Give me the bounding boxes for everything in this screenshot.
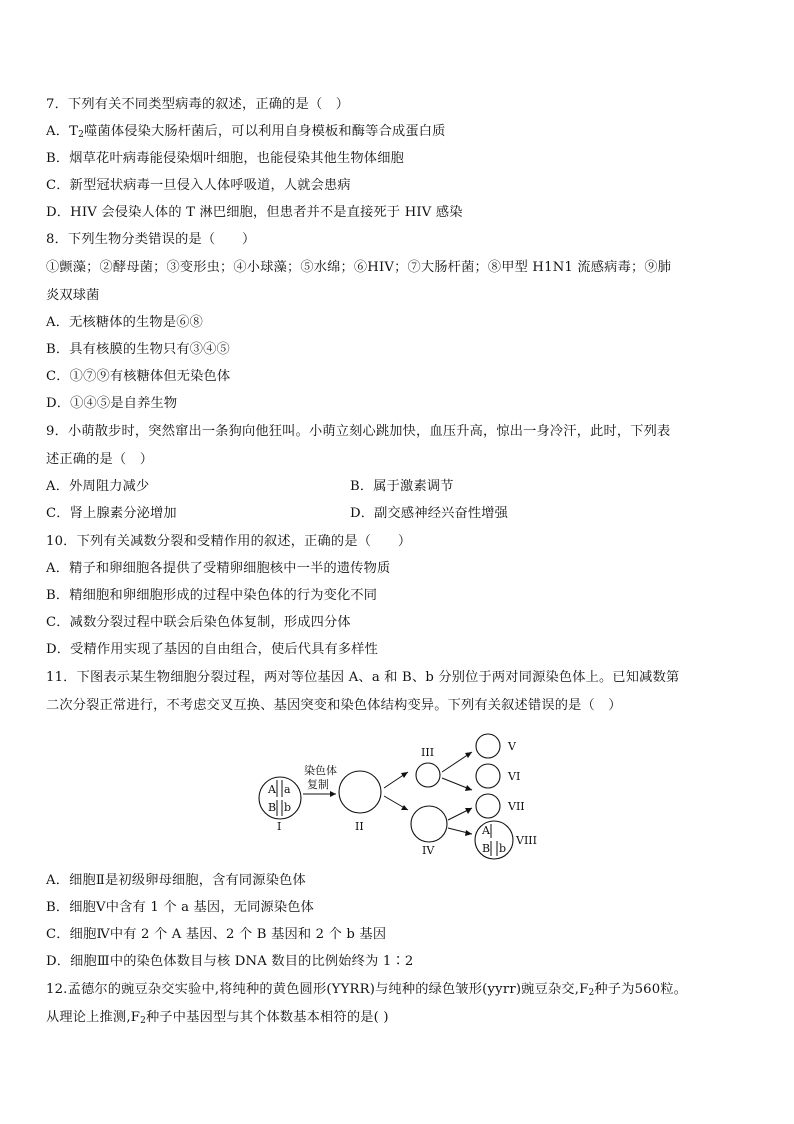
arrowhead-icon	[465, 752, 472, 758]
cell-II	[339, 771, 381, 813]
q8-stem: 8．下列生物分类错误的是（ ）	[46, 232, 256, 247]
q10-option-b: B．精细胞和卵细胞形成的过程中染色体的行为变化不同	[46, 588, 378, 603]
gene-A-label-VIII: A	[482, 824, 490, 837]
q8-option-c: C．①⑦⑨有核糖体但无染色体	[46, 369, 231, 384]
q9-stem-line1: 9．小萌散步时，突然窜出一条狗向他狂叫。小萌立刻心跳加快，血压升高，惊出一身冷汗，此时，下列表	[46, 424, 671, 439]
cell-III	[416, 763, 440, 787]
q11-stem-line2: 二次分裂正常进行，不考虑交叉互换、基因突变和染色体结构变异。下列有关叙述错误的是（ ）	[46, 698, 622, 713]
cell-III-label: III	[421, 746, 435, 759]
cell-I-label: I	[277, 820, 282, 833]
arrowhead-icon	[465, 785, 472, 791]
q7-stem: 7．下列有关不同类型病毒的叙述，正确的是（ ）	[46, 97, 350, 112]
arrowhead-icon	[330, 791, 336, 797]
q8-option-d: D．①④⑤是自养生物	[46, 396, 178, 411]
gene-B-label: B	[268, 801, 277, 814]
q10-option-c: C．减数分裂过程中联会后染色体复制，形成四分体	[46, 615, 351, 630]
q10-option-d: D．受精作用实现了基因的自由组合，使后代具有多样性	[46, 642, 379, 657]
q9-stem-line2: 述正确的是（ ）	[46, 452, 154, 467]
q8-list-line1: ①颤藻；②酵母菌；③变形虫；④小球藻；⑤水绵；⑥HIV；⑦大肠杆菌；⑧甲型 H1N1 流感病毒；⑨肺	[46, 260, 672, 275]
cell-VIII	[475, 821, 513, 859]
q10-option-a: A．精子和卵细胞各提供了受精卵细胞核中一半的遗传物质	[46, 561, 391, 576]
cell-VII-label: VII	[508, 800, 525, 813]
q7-option-a: A．$T_2$噬菌体侵染大肠杆菌后，可以利用自身模板和酶等合成蛋白质	[46, 124, 446, 140]
cell-VIII-label: VIII	[516, 834, 537, 847]
gene-B-label-VIII: B	[482, 842, 491, 855]
gene-A-label: A	[268, 783, 276, 796]
q12-stem-line2: 从理论上推测$,F_2$种子中基因型与其个体数基本相符的是( )	[46, 1010, 389, 1026]
arrowhead-icon	[465, 830, 472, 836]
q9-option-c: C．肾上腺素分泌增加	[46, 506, 177, 521]
q8-option-a: A．无核糖体的生物是⑥⑧	[46, 315, 203, 330]
arrow-label-line1: 染色体	[304, 764, 337, 777]
cell-II-label: II	[355, 820, 364, 833]
cell-VI	[476, 764, 500, 788]
q7-option-c: C．新型冠状病毒一旦侵入人体呼吸道，人就会患病	[46, 178, 351, 193]
q9-option-d: D．副交感神经兴奋性增强	[350, 506, 509, 521]
q11-option-a: A．细胞Ⅱ是初级卵母细胞，含有同源染色体	[46, 873, 306, 888]
arrowhead-icon	[401, 772, 408, 778]
q11-option-d: D．细胞Ⅲ中的染色体数目与核 DNA 数目的比例始终为 1∶2	[46, 954, 414, 969]
q8-option-b: B．具有核膜的生物只有③④⑤	[46, 342, 230, 357]
cell-I	[259, 777, 301, 819]
gene-a-label: a	[284, 783, 291, 796]
q11-option-c: C．细胞Ⅳ中有 2 个 A 基因、2 个 B 基因和 2 个 b 基因	[46, 927, 387, 942]
q10-stem: 10．下列有关减数分裂和受精作用的叙述，正确的是（ ）	[46, 534, 412, 549]
cell-IV	[411, 806, 447, 842]
q11-option-b: B．细胞Ⅴ中含有 1 个 a 基因，无同源染色体	[46, 900, 315, 915]
cell-V	[476, 734, 500, 758]
cell-VII	[476, 794, 500, 818]
q9-option-a: A．外周阻力减少	[46, 479, 150, 494]
q12-stem-line1: 12.孟德尔的豌豆杂交实验中,将纯种的黄色圆形(YYRR)与纯种的绿色皱形(yyrr)豌豆杂交$,F_2$种子为560粒。	[46, 982, 688, 998]
q11-stem-line1: 11．下图表示某生物细胞分裂过程，两对等位基因 A、a 和 B、b 分别位于两对同源染色体上。已知减数第	[46, 670, 680, 685]
cell-IV-label: IV	[422, 844, 435, 857]
q8-list-line2: 炎双球菌	[46, 288, 100, 303]
cell-VI-label: VI	[508, 770, 521, 783]
cell-division-diagram	[250, 730, 560, 860]
arrowhead-icon	[401, 805, 408, 810]
q9-option-b: B．属于激素调节	[350, 479, 454, 494]
arrow-label-line2: 复制	[307, 778, 329, 791]
q7-option-d: D．HIV 会侵染人体的 T 淋巴细胞，但患者并不是直接死于 HIV 感染	[46, 205, 463, 220]
gene-b-label-VIII: b	[499, 842, 507, 855]
cell-V-label: V	[508, 740, 516, 753]
gene-b-label: b	[284, 801, 292, 814]
q7-option-b: B．烟草花叶病毒能侵染烟叶细胞，也能侵染其他生物体细胞	[46, 151, 404, 166]
